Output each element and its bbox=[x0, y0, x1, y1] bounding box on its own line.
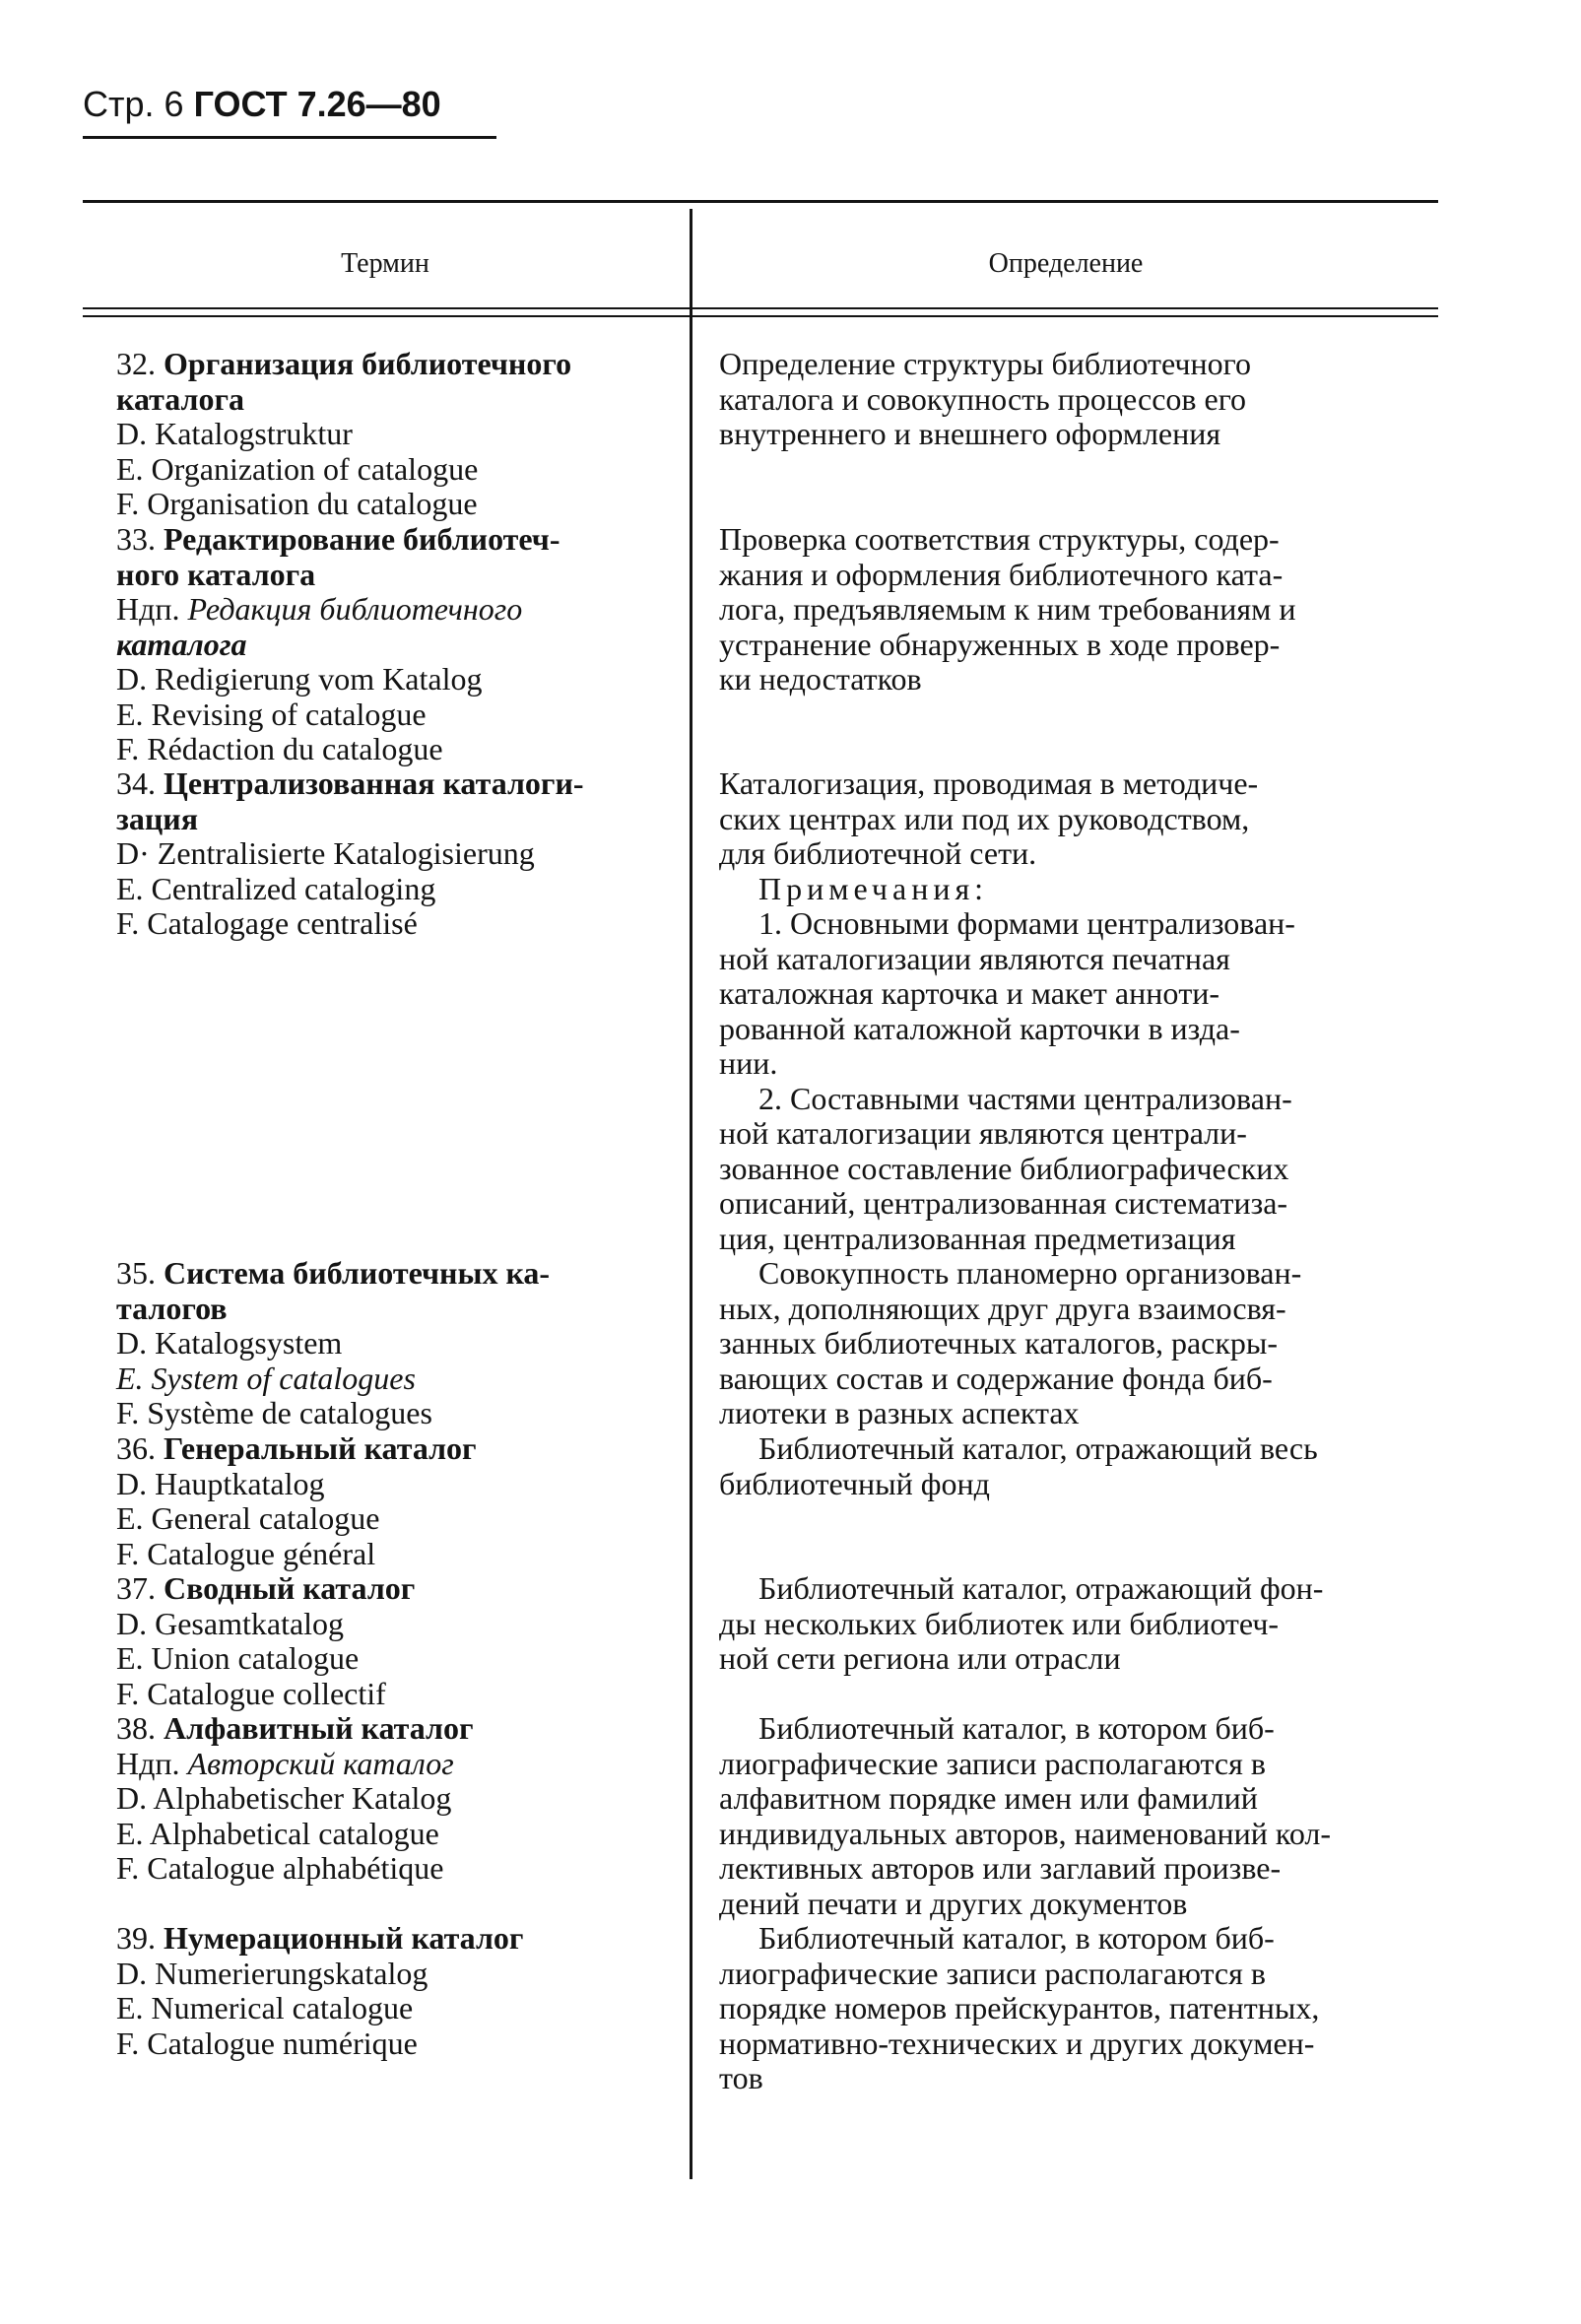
definition-32: Определение структуры библиотечного каталога и совокупность процессов его внутреннего и внешнего оформления bbox=[719, 346, 1251, 451]
definition-36: Библиотечный каталог, отражающий весь библиотечный фонд bbox=[719, 1430, 1318, 1501]
term-entry-38: 38. Алфавитный каталог Ндп. Авторский каталог D. Alphabetischer Katalog E. Alphabetical catalogue F. Catalogue alphabétique bbox=[116, 1710, 474, 1886]
page-header bbox=[83, 83, 441, 126]
column-header-definition: Определение bbox=[988, 248, 1144, 279]
standard-number: ГОСТ 7.26—80 bbox=[193, 84, 441, 124]
table-header-rule-double bbox=[83, 315, 1438, 317]
page-label: Стр. 6 bbox=[83, 84, 184, 124]
definition-35: Совокупность планомерно организован- ных, дополняющих друг друга взаимосвя- занных библиотечных каталогов, раскры- вающих состав и содержание фонда биб- лиотеки в разных аспектах bbox=[719, 1255, 1302, 1430]
term-entry-34: 34. Централизованная каталоги- зация D· Zentralisierte Katalogisierung E. Centralized cataloging F. Catalogage centralisé bbox=[116, 765, 584, 941]
definition-34: Каталогизация, проводимая в методиче- ских центрах или под их руководством, для библиотечной сети. Примечания: 1. Основными формами централизован- ной каталогизации являются печатная каталожная карточка и макет аннoти- рованной каталожной карточки в изда- нии. 2. Составными частями централизован- ной каталогизации являются централи- зованное составление библиографических описаний, централизованная систематиза- ция, централизованная предметизация bbox=[719, 766, 1450, 1256]
definition-37: Библиотечный каталог, отражающий фон- ды нескольких библиотек или библиотеч- ной сети региона или отрасли bbox=[719, 1570, 1324, 1676]
header-rule bbox=[83, 136, 496, 139]
definition-38: Библиотечный каталог, в котором биб- лиографические записи располагаются в алфавитном порядке имен или фамилий индивидуальных авторов, наименований кол- лективных авторов или заглавий произве- дений печати и других документов bbox=[719, 1710, 1332, 1921]
column-divider bbox=[690, 209, 692, 2179]
term-entry-39: 39. Нумерационный каталог D. Numerierungskatalog E. Numerical catalogue F. Catalogue numérique bbox=[116, 1920, 524, 2061]
definition-39: Библиотечный каталог, в котором биб- лиографические записи располагаются в порядке номеров прейскурантов, патентных, нормативно-технических и других докумен- тов bbox=[719, 1920, 1320, 2095]
term-entry-37: 37. Сводный каталог D. Gesamtkatalog E. Union catalogue F. Catalogue collectif bbox=[116, 1570, 416, 1711]
definition-33: Проверка соответствия структуры, содер- жания и оформления библиотечного ката- лога, предъявляемым к ним требованиям и устранение обнаруженных в ходе провер- ки недостатков bbox=[719, 521, 1296, 697]
term-entry-35: 35. Система библиотечных ка- талогов D. Katalogsystem E. System of catalogues F. Système de catalogues bbox=[116, 1255, 551, 1430]
term-entry-36: 36. Генеральный каталог D. Hauptkatalog E. General catalogue F. Catalogue général bbox=[116, 1430, 477, 1571]
table-rule-top bbox=[83, 200, 1438, 203]
term-entry-33: 33. Редактирование библиотеч- ного каталога Ндп. Редакция библиотечного каталога D. Redigierung vom Katalog E. Revising of catalogue F. Rédaction du catalogue bbox=[116, 521, 560, 766]
notes-title: Примечания: bbox=[758, 870, 989, 906]
term-entry-32: 32. Организация библиотечного каталога D. Katalogstruktur E. Organization of catalogue F. Organisation du catalogue bbox=[116, 346, 572, 521]
column-header-term: Термин bbox=[341, 248, 429, 279]
table-header-rule bbox=[83, 307, 1438, 309]
